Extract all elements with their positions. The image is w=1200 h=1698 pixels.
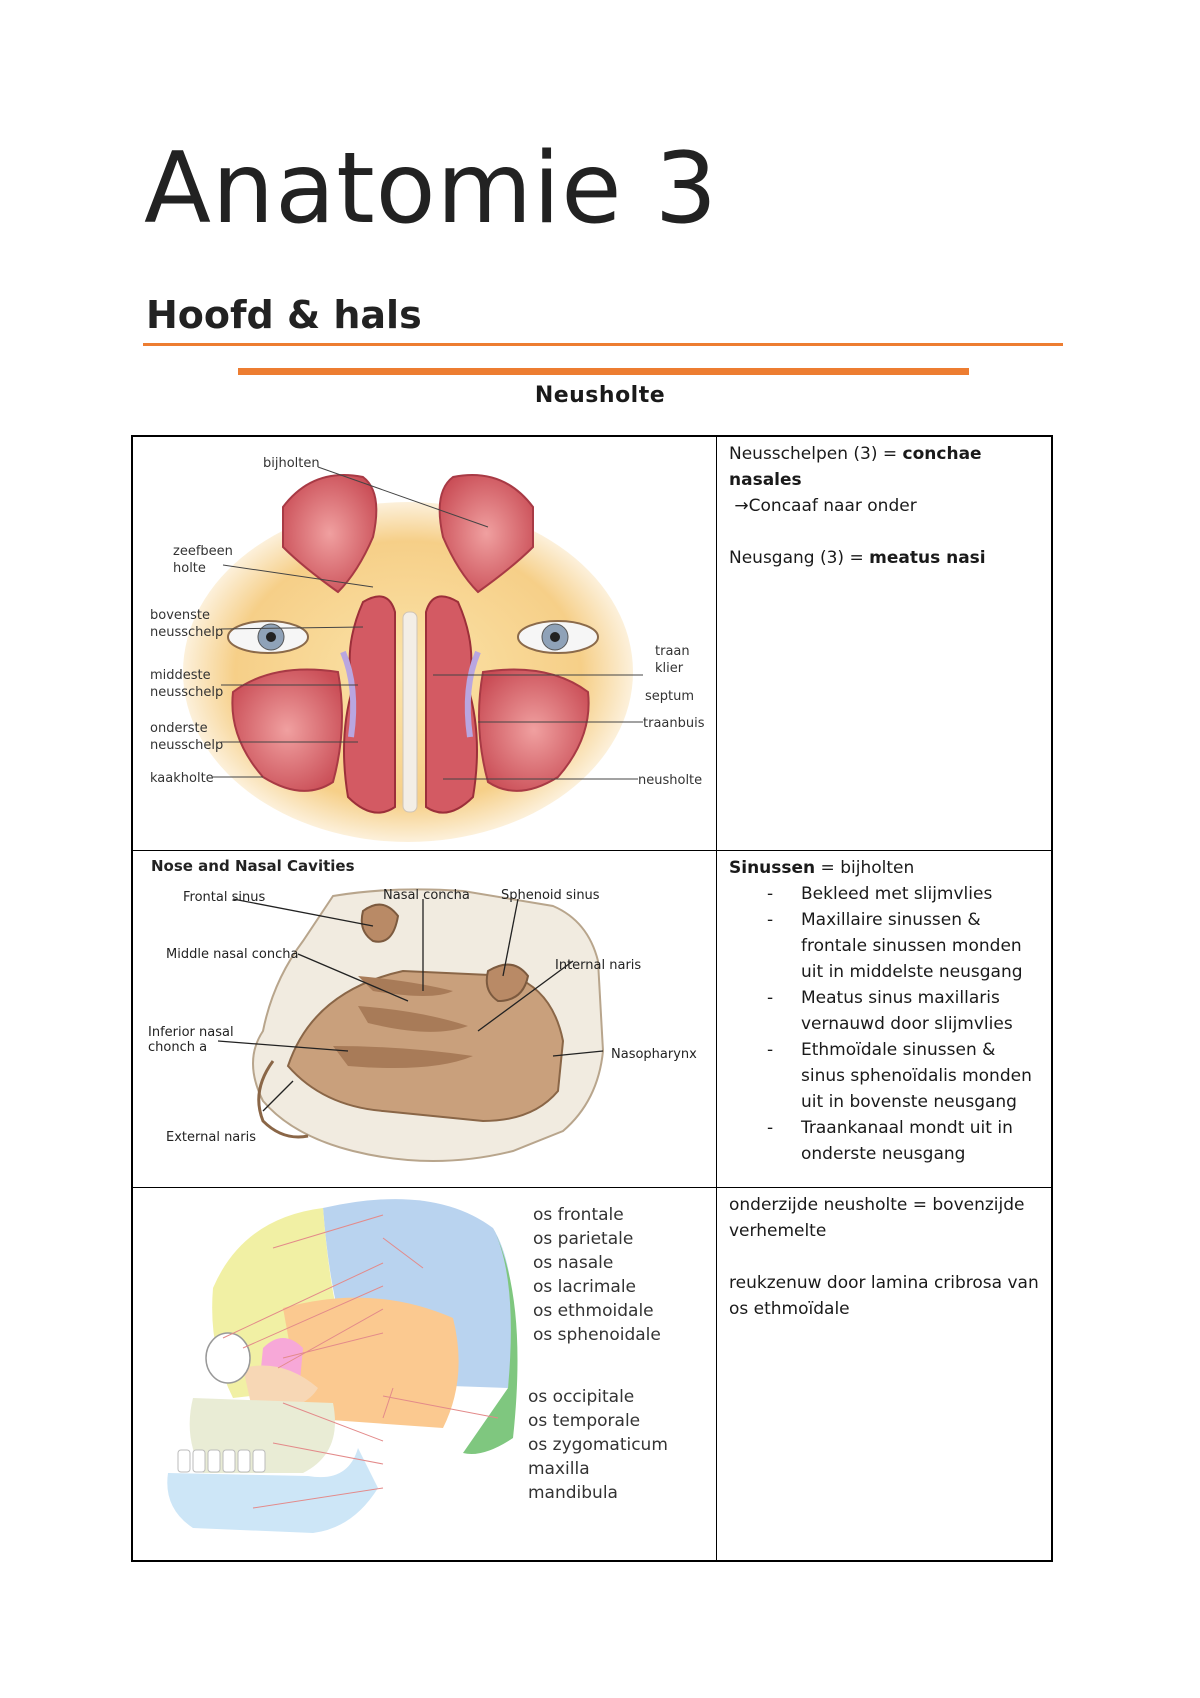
orbit (206, 1333, 250, 1383)
sinus-list (729, 881, 1041, 1167)
note-line: Neusgang (3) = meatus nasi (729, 548, 986, 568)
figure2-title: Nose and Nasal Cavities (151, 857, 355, 875)
list-item: - Ethmoïdale sinussen & sinus sphenoïdalis monden uit in bovenste neusgang (729, 1037, 1041, 1115)
label-onderste-1: onderste (150, 721, 208, 736)
label-kaakholte: kaakholte (150, 771, 214, 786)
list-item: - Bekleed met slijmvlies (729, 881, 1041, 907)
pupil-right (550, 632, 560, 642)
table-row (132, 436, 1052, 851)
label-mandibula: mandibula (528, 1483, 618, 1503)
skull-lateral-figure (133, 1188, 716, 1556)
label-os-frontale: os frontale (533, 1205, 624, 1225)
label-middle-nasal-concha: Middle nasal concha (166, 947, 299, 962)
label-os-lacrimale: os lacrimale (533, 1277, 637, 1297)
figure-cell (132, 851, 717, 1188)
section-heading: Neusholte (534, 383, 666, 408)
label-onderste-2: neusschelp (150, 738, 224, 753)
list-item: - Meatus sinus maxillaris vernauwd door slijmvlies (729, 985, 1041, 1037)
label-sphenoid-sinus: Sphenoid sinus (501, 888, 600, 903)
term-conchae-nasales: conchae nasales (729, 444, 982, 490)
label-bovenste-1: bovenste (150, 608, 211, 623)
label-external-naris: External naris (166, 1130, 257, 1145)
note-line: onderzijde neusholte = bovenzijde verhemelte (729, 1195, 1025, 1241)
label-neusholte: neusholte (638, 773, 703, 788)
label-traan-2: klier (655, 661, 684, 676)
nasal-cavity-frontal-figure (133, 437, 716, 846)
label-os-parietale: os parietale (533, 1229, 634, 1249)
label-middeste-2: neusschelp (150, 685, 224, 700)
subtitle-underline (143, 343, 1063, 346)
document-title: Anatomie 3 (144, 132, 719, 246)
label-nasopharynx: Nasopharynx (611, 1047, 697, 1062)
label-bovenste-2: neusschelp (150, 625, 224, 640)
label-os-occipitale: os occipitale (528, 1387, 635, 1407)
table-row (132, 1188, 1052, 1562)
label-maxilla: maxilla (528, 1459, 590, 1479)
label-os-zygomaticum: os zygomaticum (528, 1435, 668, 1455)
section-divider (238, 368, 969, 375)
label-os-ethmoidale: os ethmoidale (533, 1301, 654, 1321)
label-frontal-sinus: Frontal sinus (183, 890, 266, 905)
note-line: →Concaaf naar onder (734, 496, 917, 516)
label-zeefbeen-1: zeefbeen (173, 544, 233, 559)
figure-cell (132, 436, 717, 851)
label-traanbuis: traanbuis (643, 716, 705, 731)
label-os-sphenoidale: os sphenoidale (533, 1325, 661, 1345)
document-subtitle: Hoofd & hals (146, 293, 422, 337)
note-line: Sinussen = bijholten (729, 858, 915, 878)
note-line: reukzenuw door lamina cribrosa van os ethmoïdale (729, 1273, 1039, 1319)
label-inferior-2: chonch a (148, 1040, 208, 1055)
septum (403, 612, 417, 812)
label-os-temporale: os temporale (528, 1411, 641, 1431)
list-item: - Maxillaire sinussen & frontale sinussen monden uit in middelste neusgang (729, 907, 1041, 985)
figure-cell (132, 1188, 717, 1562)
term-sinussen: Sinussen (729, 858, 816, 878)
nasal-cavity-sagittal-figure (133, 851, 716, 1183)
note-line: Neusschelpen (3) = conchae nasales (729, 444, 982, 490)
list-item: - Traankanaal mondt uit in onderste neusgang (729, 1115, 1041, 1167)
label-middeste-1: middeste (150, 668, 211, 683)
arrow-icon: → (734, 496, 749, 516)
label-os-nasale: os nasale (533, 1253, 614, 1273)
notes-cell-verhemelte (717, 1188, 1053, 1562)
label-internal-naris: Internal naris (555, 958, 642, 973)
pupil-left (266, 632, 276, 642)
label-bijholten: bijholten (263, 456, 320, 471)
label-traan-1: traan (655, 644, 690, 659)
notes-cell-conchae (717, 436, 1053, 851)
label-septum: septum (645, 689, 695, 704)
table-row (132, 851, 1052, 1188)
notes-table (131, 435, 1053, 1562)
label-inferior-1: Inferior nasal (148, 1025, 234, 1040)
notes-cell-sinussen (717, 851, 1053, 1188)
term-meatus-nasi: meatus nasi (869, 548, 986, 568)
label-nasal-concha: Nasal concha (383, 888, 470, 903)
label-zeefbeen-2: holte (173, 561, 206, 576)
